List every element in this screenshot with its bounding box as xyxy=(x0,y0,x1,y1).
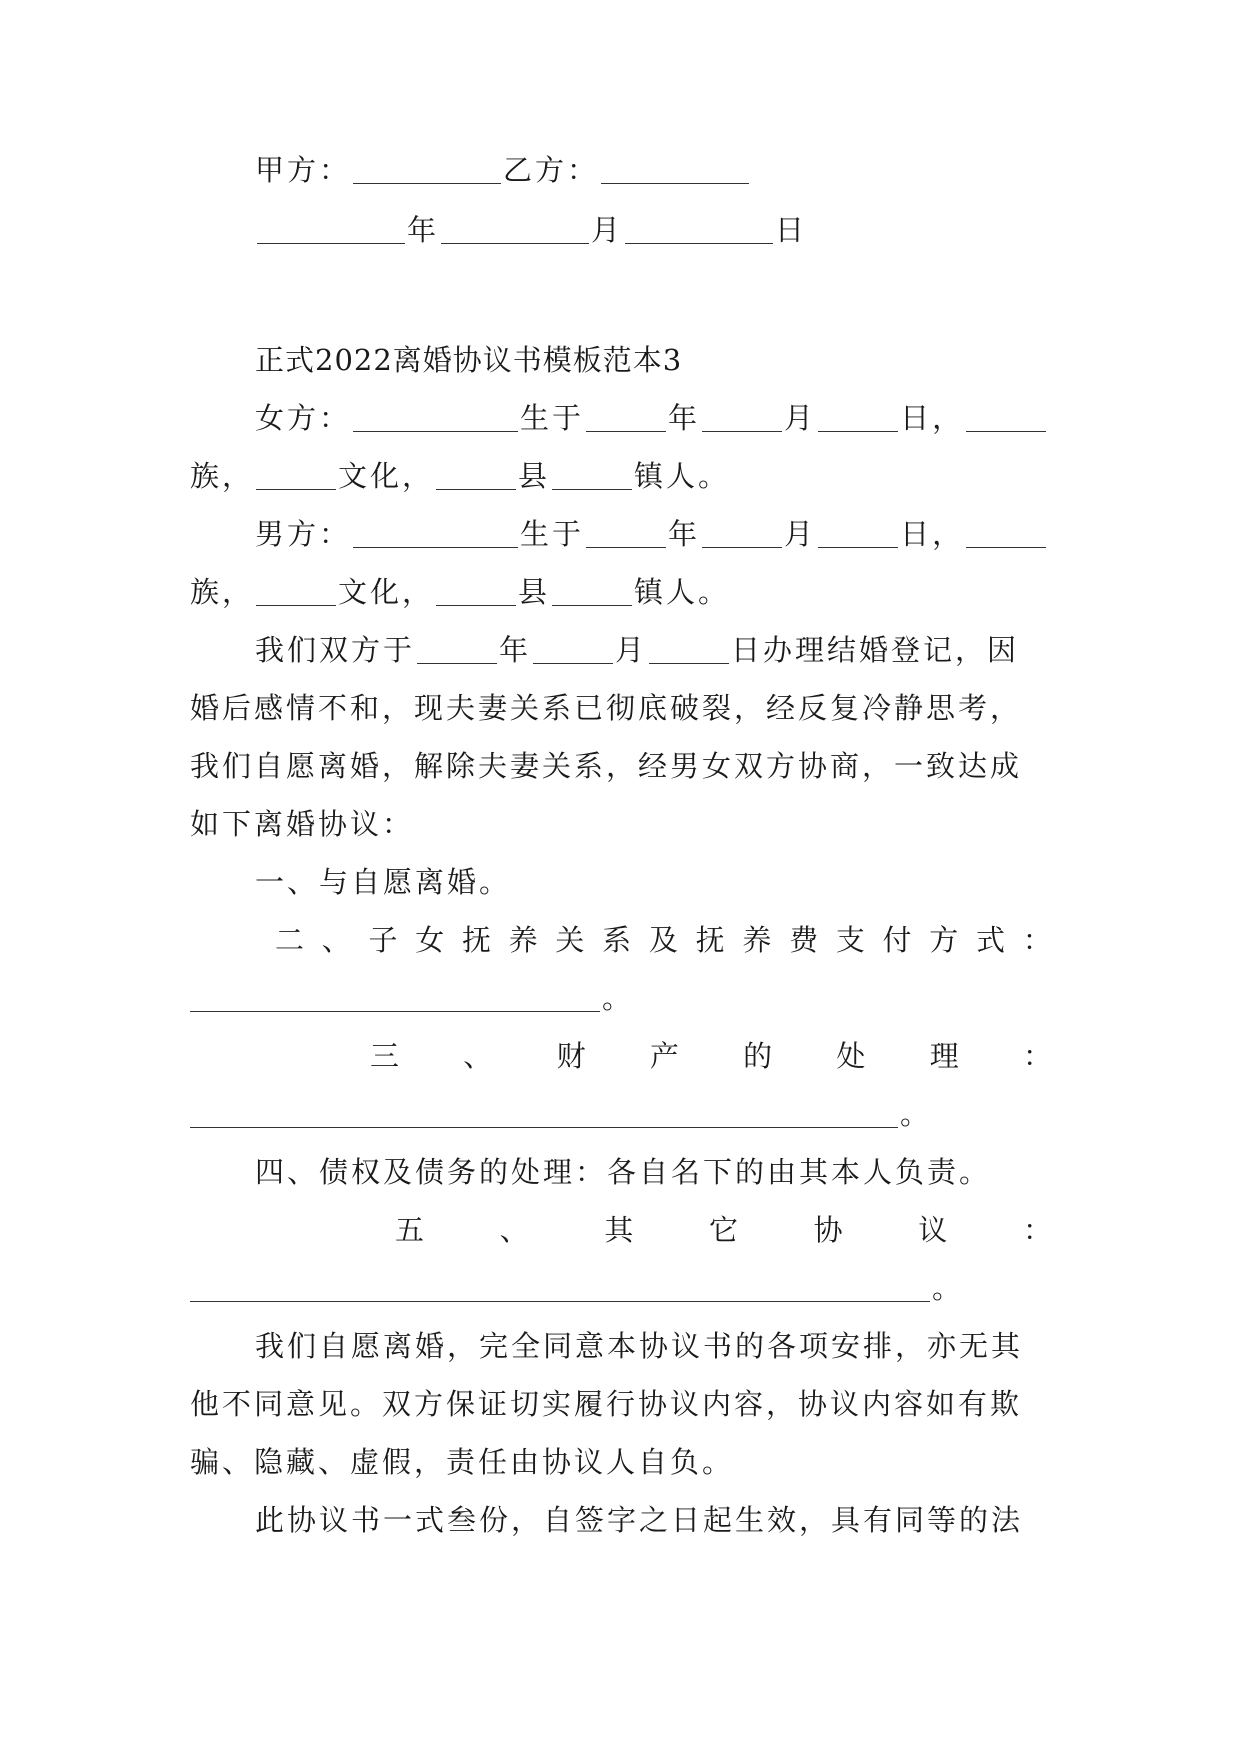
woman-ethnic-label: 族， xyxy=(190,459,255,493)
marriage-month-label: 月 xyxy=(615,633,648,667)
intro-line-1 xyxy=(255,630,1052,670)
item-one: 一、与自愿离婚。 xyxy=(255,865,512,899)
heading-char: 三 xyxy=(370,1039,400,1073)
heading-char: 支 xyxy=(835,923,865,957)
signature-parties-line xyxy=(255,150,1052,190)
heading-char: 系 xyxy=(602,923,632,957)
man-name-blank xyxy=(353,520,518,548)
item-five-blank xyxy=(190,1274,930,1302)
woman-born-label: 生于 xyxy=(520,401,585,435)
closing-line-4: 此协议书一式叁份，自签字之日起生效，具有同等的法 xyxy=(255,1503,1024,1537)
heading-char: 及 xyxy=(648,923,678,957)
year-blank xyxy=(257,216,405,244)
heading-char: ： xyxy=(1022,923,1052,957)
heading-char: 养 xyxy=(508,923,538,957)
heading-char: 女 xyxy=(415,923,445,957)
closing-line-1: 我们自愿离婚，完全同意本协议书的各项安排，亦无其 xyxy=(255,1329,1024,1363)
man-ethnic-blank xyxy=(966,520,1046,548)
item-three-period: 。 xyxy=(900,1097,933,1131)
heading-char: 处 xyxy=(836,1039,866,1073)
heading-char: 费 xyxy=(789,923,819,957)
woman-name-blank xyxy=(353,404,518,432)
item-two-heading xyxy=(275,920,1052,960)
heading-char: 议 xyxy=(918,1213,948,1247)
woman-line-1 xyxy=(255,398,1052,438)
heading-char: 方 xyxy=(929,923,959,957)
heading-char: 抚 xyxy=(695,923,725,957)
man-ethnic-label: 族， xyxy=(190,575,255,609)
heading-char: ： xyxy=(1022,1213,1052,1247)
heading-char: 养 xyxy=(742,923,772,957)
man-county-blank xyxy=(436,578,516,606)
item-four: 四、债权及债务的处理：各自名下的由其本人负责。 xyxy=(255,1155,992,1189)
month-label: 月 xyxy=(591,213,624,247)
item-five-heading xyxy=(395,1210,1052,1250)
heading-char: 其 xyxy=(604,1213,634,1247)
intro-day-rest: 日办理结婚登记，因 xyxy=(731,633,1020,667)
closing-line-2: 他不同意见。双方保证切实履行协议内容，协议内容如有欺 xyxy=(190,1387,1023,1421)
man-label: 男方： xyxy=(255,517,352,551)
man-county-label: 县 xyxy=(518,575,551,609)
heading-char: 、 xyxy=(463,1039,493,1073)
heading-char: 财 xyxy=(556,1039,586,1073)
item-three-blank-line xyxy=(190,1094,1052,1134)
man-born-label: 生于 xyxy=(520,517,585,551)
woman-town-label: 镇人。 xyxy=(634,459,731,493)
man-month-label: 月 xyxy=(784,517,817,551)
heading-char: ： xyxy=(1022,1039,1052,1073)
woman-year-label: 年 xyxy=(668,401,701,435)
heading-char: 子 xyxy=(368,923,398,957)
marriage-year-label: 年 xyxy=(499,633,532,667)
item-three-blank xyxy=(190,1100,898,1128)
man-year-blank xyxy=(586,520,666,548)
party-a-label: 甲方： xyxy=(255,153,352,187)
heading-char: 关 xyxy=(555,923,585,957)
heading-char: 理 xyxy=(929,1039,959,1073)
heading-char: 协 xyxy=(813,1213,843,1247)
party-b-label: 乙方： xyxy=(503,153,600,187)
woman-label: 女方： xyxy=(255,401,352,435)
item-two-period: 。 xyxy=(602,981,635,1015)
woman-county-label: 县 xyxy=(518,459,551,493)
intro-line-3: 我们自愿离婚，解除夫妻关系，经男女双方协商，一致达成 xyxy=(190,749,1023,783)
month-blank xyxy=(441,216,589,244)
heading-char: 的 xyxy=(743,1039,773,1073)
man-town-blank xyxy=(552,578,632,606)
woman-year-blank xyxy=(586,404,666,432)
woman-edu-label: 文化， xyxy=(338,459,435,493)
party-a-blank xyxy=(353,156,501,184)
woman-month-label: 月 xyxy=(784,401,817,435)
year-label: 年 xyxy=(407,213,440,247)
item-two-blank xyxy=(190,984,600,1012)
intro-line-4: 如下离婚协议： xyxy=(190,807,415,841)
man-town-label: 镇人。 xyxy=(634,575,731,609)
heading-char: 、 xyxy=(499,1213,529,1247)
heading-char: 抚 xyxy=(461,923,491,957)
man-day-blank xyxy=(818,520,898,548)
heading-char: 产 xyxy=(649,1039,679,1073)
item-five-period: 。 xyxy=(932,1271,965,1305)
day-blank xyxy=(625,216,773,244)
woman-day-blank xyxy=(818,404,898,432)
heading-char: 五 xyxy=(395,1213,425,1247)
woman-month-blank xyxy=(702,404,782,432)
man-month-blank xyxy=(702,520,782,548)
heading-char: 付 xyxy=(882,923,912,957)
intro-start: 我们双方于 xyxy=(255,633,416,667)
woman-edu-blank xyxy=(256,462,336,490)
document-title: 正式2022离婚协议书模板范本3 xyxy=(255,343,683,377)
intro-line-2: 婚后感情不和，现夫妻关系已彻底破裂，经反复冷静思考， xyxy=(190,691,1023,725)
item-two-blank-line xyxy=(190,978,1052,1018)
marriage-month-blank xyxy=(533,636,613,664)
closing-line-3: 骗、隐藏、虚假，责任由协议人自负。 xyxy=(190,1445,735,1479)
man-line-2 xyxy=(190,572,1052,612)
woman-day-label: 日， xyxy=(900,401,965,435)
heading-char: 、 xyxy=(321,923,351,957)
item-five-blank-line xyxy=(190,1268,1052,1308)
day-label: 日 xyxy=(775,213,808,247)
man-line-1 xyxy=(255,514,1052,554)
heading-char: 二 xyxy=(275,923,305,957)
man-year-label: 年 xyxy=(668,517,701,551)
man-edu-blank xyxy=(256,578,336,606)
heading-char: 它 xyxy=(708,1213,738,1247)
marriage-day-blank xyxy=(649,636,729,664)
woman-line-2 xyxy=(190,456,1052,496)
woman-town-blank xyxy=(552,462,632,490)
signature-date-line xyxy=(255,210,1052,250)
woman-ethnic-blank xyxy=(966,404,1046,432)
man-edu-label: 文化， xyxy=(338,575,435,609)
party-b-blank xyxy=(601,156,749,184)
marriage-year-blank xyxy=(417,636,497,664)
woman-county-blank xyxy=(436,462,516,490)
item-three-heading xyxy=(370,1036,1052,1076)
man-day-label: 日， xyxy=(900,517,965,551)
heading-char: 式 xyxy=(976,923,1006,957)
